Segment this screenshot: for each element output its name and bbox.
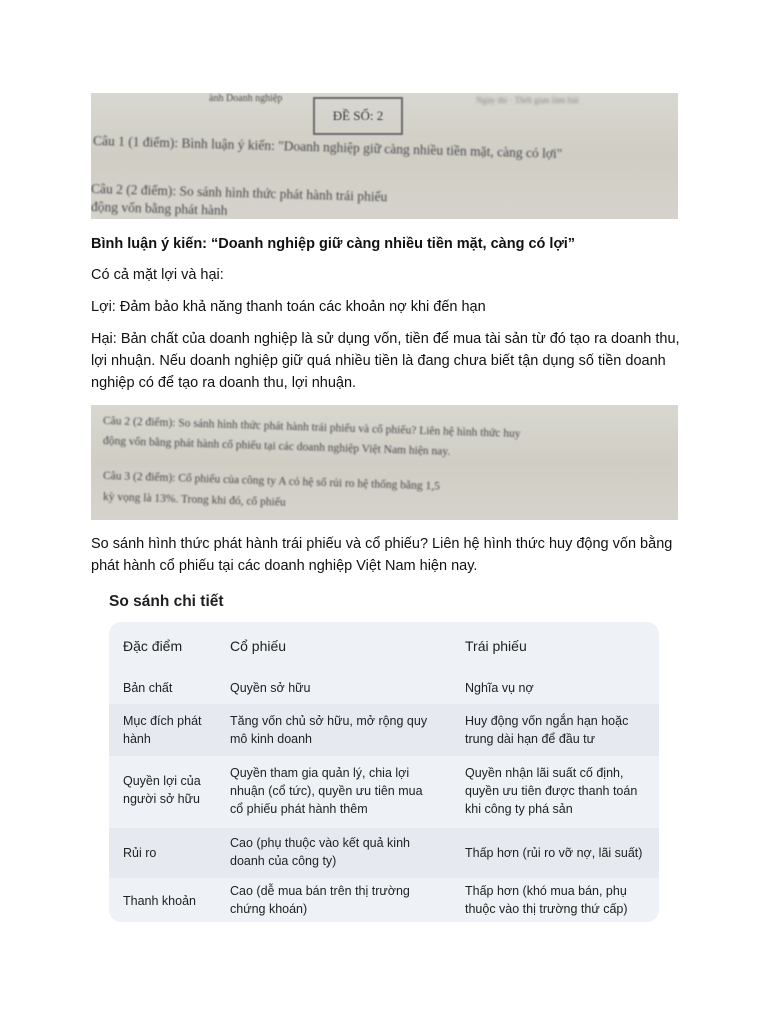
question-2-title: So sánh hình thức phát hành trái phiếu và cổ phiếu? Liên hệ hình thức huy động vốn bằng phát hành cổ phiếu tại các doanh nghiệp Việt Nam hiện nay.	[91, 536, 673, 574]
exam-number-label: ĐỀ SỐ: 2	[332, 108, 384, 123]
exam-photo-line: động vốn bằng phát hành cổ phiếu tại các doanh nghiệp Việt Nam hiện nay.	[102, 435, 451, 458]
exam-photo-line: kỳ vọng là 13%. Trong khi đó, cổ phiếu	[102, 491, 286, 509]
exam-photo-line: động vốn bằng phát hành	[91, 199, 228, 218]
table-header-cell: Trái phiếu	[465, 638, 527, 654]
question-1-title: Bình luận ý kiến: “Doanh nghiệp giữ càng nhiều tiền mặt, càng có lợi”	[91, 236, 576, 252]
table-cell-feature: Quyền lợi của người sở hữu	[123, 774, 201, 806]
table-row	[109, 704, 659, 756]
table-row	[109, 670, 659, 704]
table-cell-stock: Quyền sở hữu	[230, 681, 311, 695]
table-cell-stock: Quyền tham gia quản lý, chia lợi nhuận (cổ tức), quyền ưu tiên mua cổ phiếu phát hành thêm	[230, 766, 423, 816]
table-cell-feature: Bản chất	[123, 681, 173, 695]
question-1-con: Hại: Bản chất của doanh nghiệp là sử dụng vốn, tiền để mua tài sản từ đó tạo ra doanh thu, lợi nhuận. Nếu doanh nghiệp giữ quá nhiều tiền là đang chưa biết tận dụng số tiền doanh nghiệp có để tạo ra doanh thu, lợi nhuận.	[91, 331, 680, 391]
table-header-row	[109, 622, 659, 670]
table-row	[109, 878, 659, 922]
exam-photo-line: Câu 2 (2 điểm): So sánh hình thức phát hành trái phiếu	[91, 181, 388, 205]
question-1-intro: Có cả mặt lợi và hại:	[91, 267, 224, 283]
table-cell-bond: Nghĩa vụ nợ	[465, 681, 534, 695]
exam-number-box	[313, 97, 403, 135]
exam-photo-meta: Ngày thi · Thời gian làm bài	[476, 95, 579, 105]
exam-photo-line: Câu 1 (1 điểm): Bình luận ý kiến: "Doanh nghiệp giữ càng nhiều tiền mặt, càng có lợi"	[92, 133, 563, 162]
exam-photo-middle	[91, 405, 678, 520]
exam-photo-line: Câu 2 (2 điểm): So sánh hình thức phát hành trái phiếu và cổ phiếu? Liên hệ hình thức huy	[102, 415, 521, 441]
comparison-table	[109, 622, 659, 922]
table-cell-bond: Thấp hơn (rủi ro vỡ nợ, lãi suất)	[465, 846, 643, 860]
table-cell-feature: Mục đích phát hành	[123, 714, 202, 746]
exam-photo-top	[91, 93, 678, 219]
exam-photo-line: Câu 3 (2 điểm): Cổ phiếu của công ty A có hệ số rủi ro hệ thống bằng 1,5	[102, 470, 440, 493]
table-cell-stock: Cao (dễ mua bán trên thị trường chứng khoán)	[230, 884, 410, 916]
table-row	[109, 756, 659, 828]
comparison-title: So sánh chi tiết	[109, 593, 224, 610]
table-cell-feature: Rủi ro	[123, 846, 157, 860]
table-row	[109, 828, 659, 878]
question-1-pro: Lợi: Đảm bảo khả năng thanh toán các khoản nợ khi đến hạn	[91, 299, 486, 315]
exam-photo-line: ành Doanh nghiệp	[209, 93, 283, 104]
table-cell-feature: Thanh khoản	[123, 894, 196, 908]
table-cell-bond: Quyền nhận lãi suất cố định, quyền ưu tiên được thanh toán khi công ty phá sản	[465, 766, 638, 816]
table-cell-bond: Huy động vốn ngắn hạn hoặc trung dài hạn để đầu tư	[465, 714, 629, 746]
table-cell-bond: Thấp hơn (khó mua bán, phụ thuộc vào thị trường thứ cấp)	[465, 884, 628, 916]
table-cell-stock: Cao (phụ thuộc vào kết quả kinh doanh của công ty)	[230, 836, 410, 868]
table-cell-stock: Tăng vốn chủ sở hữu, mở rộng quy mô kinh doanh	[230, 714, 428, 746]
table-header-cell: Cổ phiếu	[230, 638, 287, 654]
table-header-cell: Đặc điểm	[123, 638, 183, 654]
